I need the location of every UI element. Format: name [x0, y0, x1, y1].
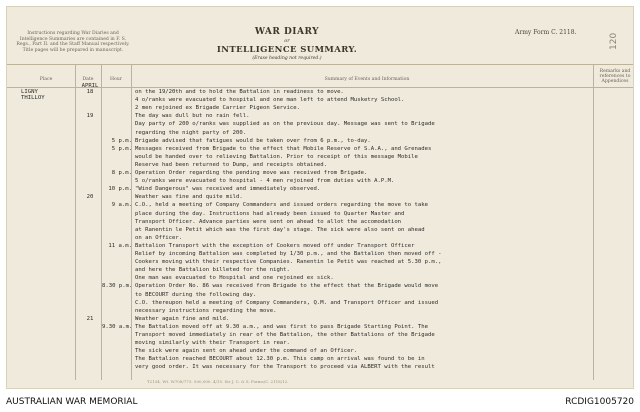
entry-hour: 5 p.m.	[111, 145, 132, 152]
instructions-note: Instructions regarding War Diaries and Intelligence Summaries are contained in F. S. Regs., Part II. and the Staff Manual respectively. Title pages will be prepared in manuscript.	[16, 31, 130, 53]
entry-text: The Battalion reached BECOURT about 12.30 p.m. This camp on arrival was found to be in	[135, 356, 425, 363]
entry-hour: 9.30 a.m.	[102, 323, 133, 330]
entry-hour: 9 a.m.	[111, 202, 132, 209]
title-erase-note: (Erase heading not required.)	[252, 56, 322, 61]
entry-hour: 8.30 p.m.	[102, 283, 133, 290]
column-divider	[75, 65, 76, 380]
pencil-page-number: 120	[609, 32, 619, 50]
entry-text: necessary instructions regarding the move.	[135, 307, 277, 314]
entry-date: APRIL 18	[81, 83, 99, 95]
entry-text: One man was evacuated to Hospital and one rejoined ex sick.	[135, 275, 334, 282]
entry-text: at Ranentin le Petit which was the first day's stage. The sick were also sent on ahead	[135, 226, 425, 233]
entry-text: on an Officer.	[135, 234, 183, 241]
entry-text: Operation Order No. 86 was received from Brigade to the effect that the Brigade would move	[135, 283, 439, 290]
entry-text: Battalion Transport with the exception of Cookers moved off under Transport Officer	[135, 242, 415, 249]
entry-text: Reserve had been returned to Dump, and receipts obtained.	[135, 161, 327, 168]
entry-text: Weather was fine and quite mild.	[135, 194, 243, 201]
entry-text: Day party of 200 o/ranks was supplied as on the previous day. Message was sent to Brigade	[135, 121, 435, 128]
entry-text: C.O. thereupon held a meeting of Company Commanders, Q.M. and Transport Officer and issued	[135, 299, 439, 306]
entry-text: Brigade advised that fatigues would be taken over from 6 p.m., to-day.	[135, 137, 371, 144]
column-divider	[131, 65, 132, 380]
column-header-summary: Summary of Events and Information	[324, 77, 410, 82]
form-number: Army Form C. 2118.	[515, 29, 577, 36]
title-intelligence-summary: INTELLIGENCE SUMMARY.	[216, 45, 358, 55]
entry-text: Relief by incoming Battalion was completed by 1/30 p.m., and the Battalion then moved off -	[135, 251, 442, 257]
entry-date: 21	[86, 315, 94, 322]
title-war-diary: WAR DIARY	[254, 27, 320, 37]
footer-catalog-id: RCDIG1005720	[565, 397, 634, 407]
entry-hour: 5 p.m.	[111, 137, 132, 144]
title-or: or	[284, 38, 290, 44]
entry-text: 2 men rejoined ex Brigade Carrier Pigeon Service.	[135, 105, 301, 112]
form-title	[207, 27, 367, 61]
column-divider	[101, 65, 102, 380]
diary-page	[6, 6, 634, 389]
column-header-remarks: Remarks and references to Appendices	[599, 69, 631, 84]
column-header-hour: Hour	[110, 77, 122, 82]
entry-text: "Wind Dangerous" was received and immediately observed.	[135, 186, 321, 193]
entry-text: Transport Officer. Advance parties were sent on ahead to allot the accomodation	[135, 218, 402, 225]
entry-text: The sick were again sent on ahead under the command of an Officer.	[135, 348, 358, 355]
footer-institution: AUSTRALIAN WAR MEMORIAL	[6, 397, 138, 407]
entry-text: on the 19/20th and to hold the Battalion in readiness to move.	[135, 89, 344, 95]
entry-text: moving similarly with their Transport in rear.	[135, 340, 290, 347]
entry-text: and here the Battalion billeted for the night.	[135, 267, 290, 274]
entry-date: 20	[86, 194, 94, 201]
entry-text: 4 o/ranks were evacuated to hospital and one man left to attend Musketry School.	[135, 97, 405, 104]
entry-text: Operation Order regarding the pending move was received from Brigade.	[135, 170, 368, 176]
printer-imprint: T2134. Wt. W708/773. 500,000. 4/15. Sir J. C. & S. Forms/C. 2118/12.	[147, 379, 289, 384]
entry-text: 5 o/ranks were evacuated to hospital - 4 men rejoined from duties with A.P.M.	[135, 178, 395, 185]
entry-date: 19	[86, 113, 94, 120]
entry-text: very good order. It was necessary for the Transport to proceed via ALBERT with the result	[135, 364, 435, 371]
entry-place: LIGNY THILLOY	[21, 89, 45, 102]
entry-text: Weather again fine and mild.	[135, 315, 230, 322]
column-header-date: Date	[82, 77, 94, 82]
entry-text: The day was dull but no rain fell.	[135, 113, 250, 120]
entry-text: Cookers moving with their respective Companies. Ranentin le Petit was reached at 5.30 p.m.,	[135, 259, 442, 266]
entry-text: to BECOURT during the following day.	[135, 291, 257, 298]
entry-hour: 11 a.m.	[108, 242, 132, 249]
entry-text: would be handed over to relieving Battalion. Prior to receipt of this message Mobile	[135, 153, 418, 160]
entry-text: Transport moved immediately in rear of the Battalion, the other Battalions of the Brigade	[135, 332, 435, 338]
entry-text: Messages received from Brigade to the effect that Mobile Reserve of S.A.A., and Grenades	[135, 145, 432, 152]
entry-text: C.O., held a meeting of Company Commanders and issued orders regarding the move to take	[135, 202, 428, 209]
entry-text: place during the day. Instructions had already been issued to Quarter Master and	[135, 210, 405, 217]
entry-text: The Battalion moved off at 9.30 a.m., and was first to pass Brigade Starting Point. The	[135, 323, 428, 330]
column-divider	[593, 65, 594, 380]
column-header-place: Place	[39, 77, 53, 82]
entry-hour: 10 p.m.	[108, 186, 132, 193]
entry-hour: 8 p.m.	[111, 170, 132, 176]
entry-text: regarding the night party of 200.	[135, 129, 247, 136]
